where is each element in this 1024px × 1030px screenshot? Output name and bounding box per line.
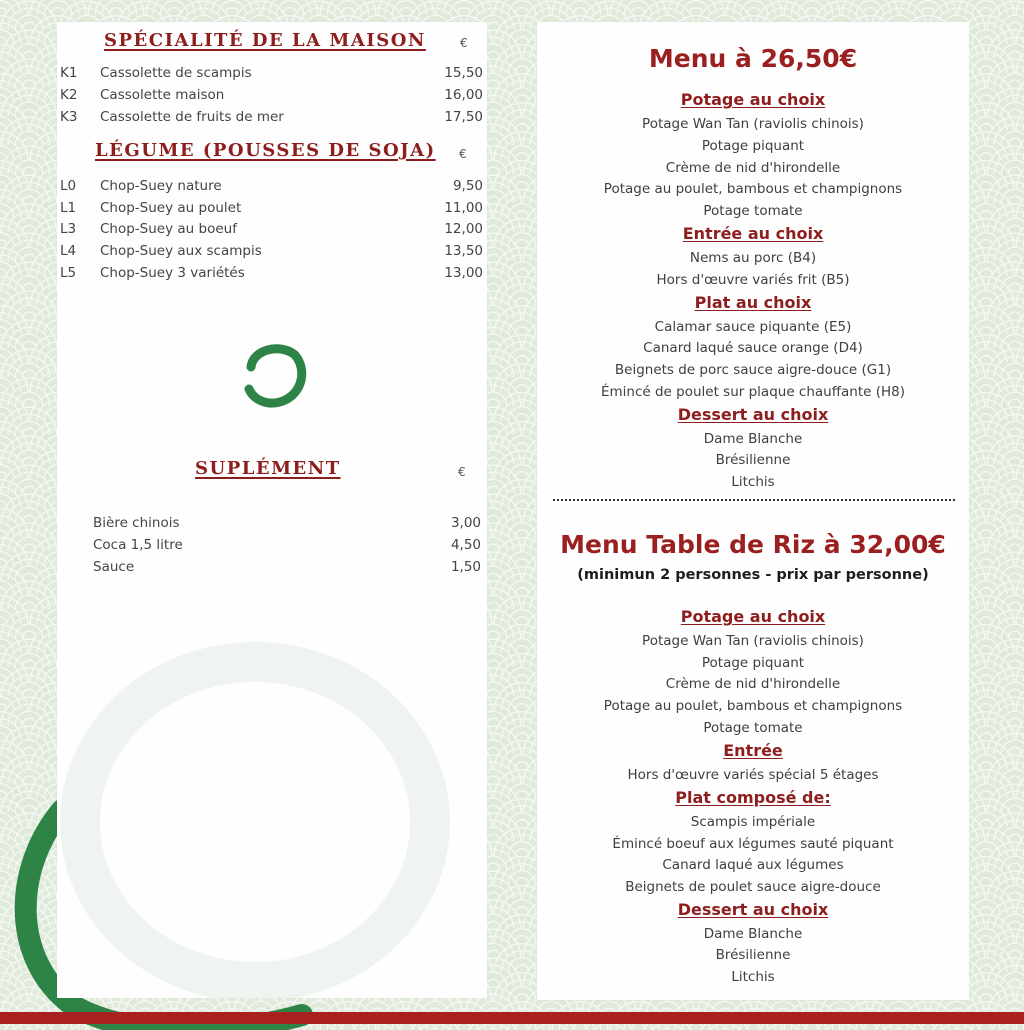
currency-label: € (459, 147, 467, 161)
item-price: 13,00 (444, 265, 483, 281)
bottom-red-bar (0, 1012, 1024, 1024)
category-heading: Dessert au choix (677, 405, 829, 424)
category-heading: Plat au choix (694, 293, 812, 312)
menu-item: Dame Blanche (703, 431, 803, 447)
item-name: Chop-Suey 3 variétés (100, 265, 245, 281)
menu-row (57, 178, 483, 200)
menu-item: Canard laqué aux légumes (662, 857, 844, 873)
right-menu-panel (537, 22, 969, 1000)
category-heading: Potage au choix (680, 607, 826, 626)
menu-row (57, 243, 483, 265)
menu-title-table-de-riz: Menu Table de Riz à 32,00€ (560, 530, 946, 559)
section-title-specialite: SPÉCIALITÉ DE LA MAISON (104, 30, 426, 51)
menu-item: Potage Wan Tan (raviolis chinois) (642, 633, 864, 649)
item-code: L3 (60, 221, 77, 237)
enso-circle-icon (237, 337, 309, 409)
item-code: L1 (60, 200, 77, 216)
menu-item: Dame Blanche (703, 926, 803, 942)
item-name: Cassolette de scampis (100, 65, 252, 81)
currency-label: € (458, 465, 466, 479)
menu-item: Litchis (731, 474, 775, 490)
faint-brush-circle-decoration (57, 627, 465, 998)
category-heading: Potage au choix (680, 90, 826, 109)
menu-item: Nems au porc (B4) (689, 250, 817, 266)
item-price: 9,50 (452, 178, 483, 194)
menu-item: Potage tomate (703, 203, 803, 219)
section-title-legume: LÉGUME (POUSSES DE SOJA) (95, 140, 436, 161)
menu-item: Émincé boeuf aux légumes sauté piquant (612, 836, 894, 852)
item-name: Sauce (93, 559, 135, 575)
menu-item: Potage au poulet, bambous et champignons (603, 698, 903, 714)
item-code: K2 (60, 87, 78, 103)
item-code: L5 (60, 265, 77, 281)
menu-item: Litchis (731, 969, 775, 985)
menu-item: Crème de nid d'hirondelle (665, 676, 841, 692)
item-name: Cassolette de fruits de mer (100, 109, 284, 125)
menu-title-26-50: Menu à 26,50€ (648, 44, 858, 73)
item-price: 17,50 (444, 109, 483, 125)
menu-row (57, 221, 483, 243)
item-price: 3,00 (450, 515, 481, 531)
item-name: Bière chinois (93, 515, 180, 531)
dotted-divider (553, 499, 955, 501)
menu-item: Brésilienne (715, 947, 791, 963)
menu-item: Brésilienne (715, 452, 791, 468)
item-name: Cassolette maison (100, 87, 225, 103)
currency-label: € (460, 36, 468, 50)
supplement-row (57, 559, 481, 581)
section-title-supplement: SUPLÉMENT (195, 458, 341, 479)
item-price: 11,00 (444, 200, 483, 216)
menu-item: Crème de nid d'hirondelle (665, 160, 841, 176)
menu-item: Potage au poulet, bambous et champignons (603, 181, 903, 197)
supplement-row (57, 515, 481, 537)
category-heading: Entrée (723, 741, 783, 760)
supplement-row (57, 537, 481, 559)
menu-row (57, 200, 483, 222)
item-price: 4,50 (450, 537, 481, 553)
menu-item: Émincé de poulet sur plaque chauffante (H8) (600, 384, 906, 400)
menu-item: Potage tomate (703, 720, 803, 736)
item-price: 16,00 (444, 87, 483, 103)
menu-row (57, 109, 483, 131)
menu-item: Scampis impériale (690, 814, 816, 830)
item-code: K1 (60, 65, 78, 81)
menu-row (57, 265, 483, 287)
item-name: Chop-Suey au boeuf (100, 221, 237, 237)
item-code: K3 (60, 109, 78, 125)
item-price: 15,50 (444, 65, 483, 81)
menu-item: Potage piquant (701, 138, 805, 154)
menu-note: (minimun 2 personnes - prix par personne) (577, 567, 929, 583)
menu-item: Beignets de porc sauce aigre-douce (G1) (614, 362, 892, 378)
menu-item: Beignets de poulet sauce aigre-douce (625, 879, 881, 895)
category-heading: Plat composé de: (675, 788, 831, 807)
item-price: 12,00 (444, 221, 483, 237)
menu-row (57, 87, 483, 109)
item-name: Coca 1,5 litre (93, 537, 183, 553)
menu-item: Canard laqué sauce orange (D4) (643, 340, 863, 356)
menu-item: Calamar sauce piquante (E5) (654, 319, 852, 335)
item-name: Chop-Suey aux scampis (100, 243, 262, 259)
item-name: Chop-Suey au poulet (100, 200, 242, 216)
menu-item: Hors d'œuvre variés frit (B5) (656, 272, 850, 288)
menu-row (57, 65, 483, 87)
left-menu-panel (57, 22, 487, 998)
item-name: Chop-Suey nature (100, 178, 222, 194)
menu-item: Hors d'œuvre variés spécial 5 étages (627, 767, 879, 783)
item-code: L0 (60, 178, 77, 194)
category-heading: Entrée au choix (682, 224, 824, 243)
menu-item: Potage piquant (701, 655, 805, 671)
menu-item: Potage Wan Tan (raviolis chinois) (642, 116, 864, 132)
item-code: L4 (60, 243, 77, 259)
item-price: 13,50 (444, 243, 483, 259)
category-heading: Dessert au choix (677, 900, 829, 919)
item-price: 1,50 (450, 559, 481, 575)
